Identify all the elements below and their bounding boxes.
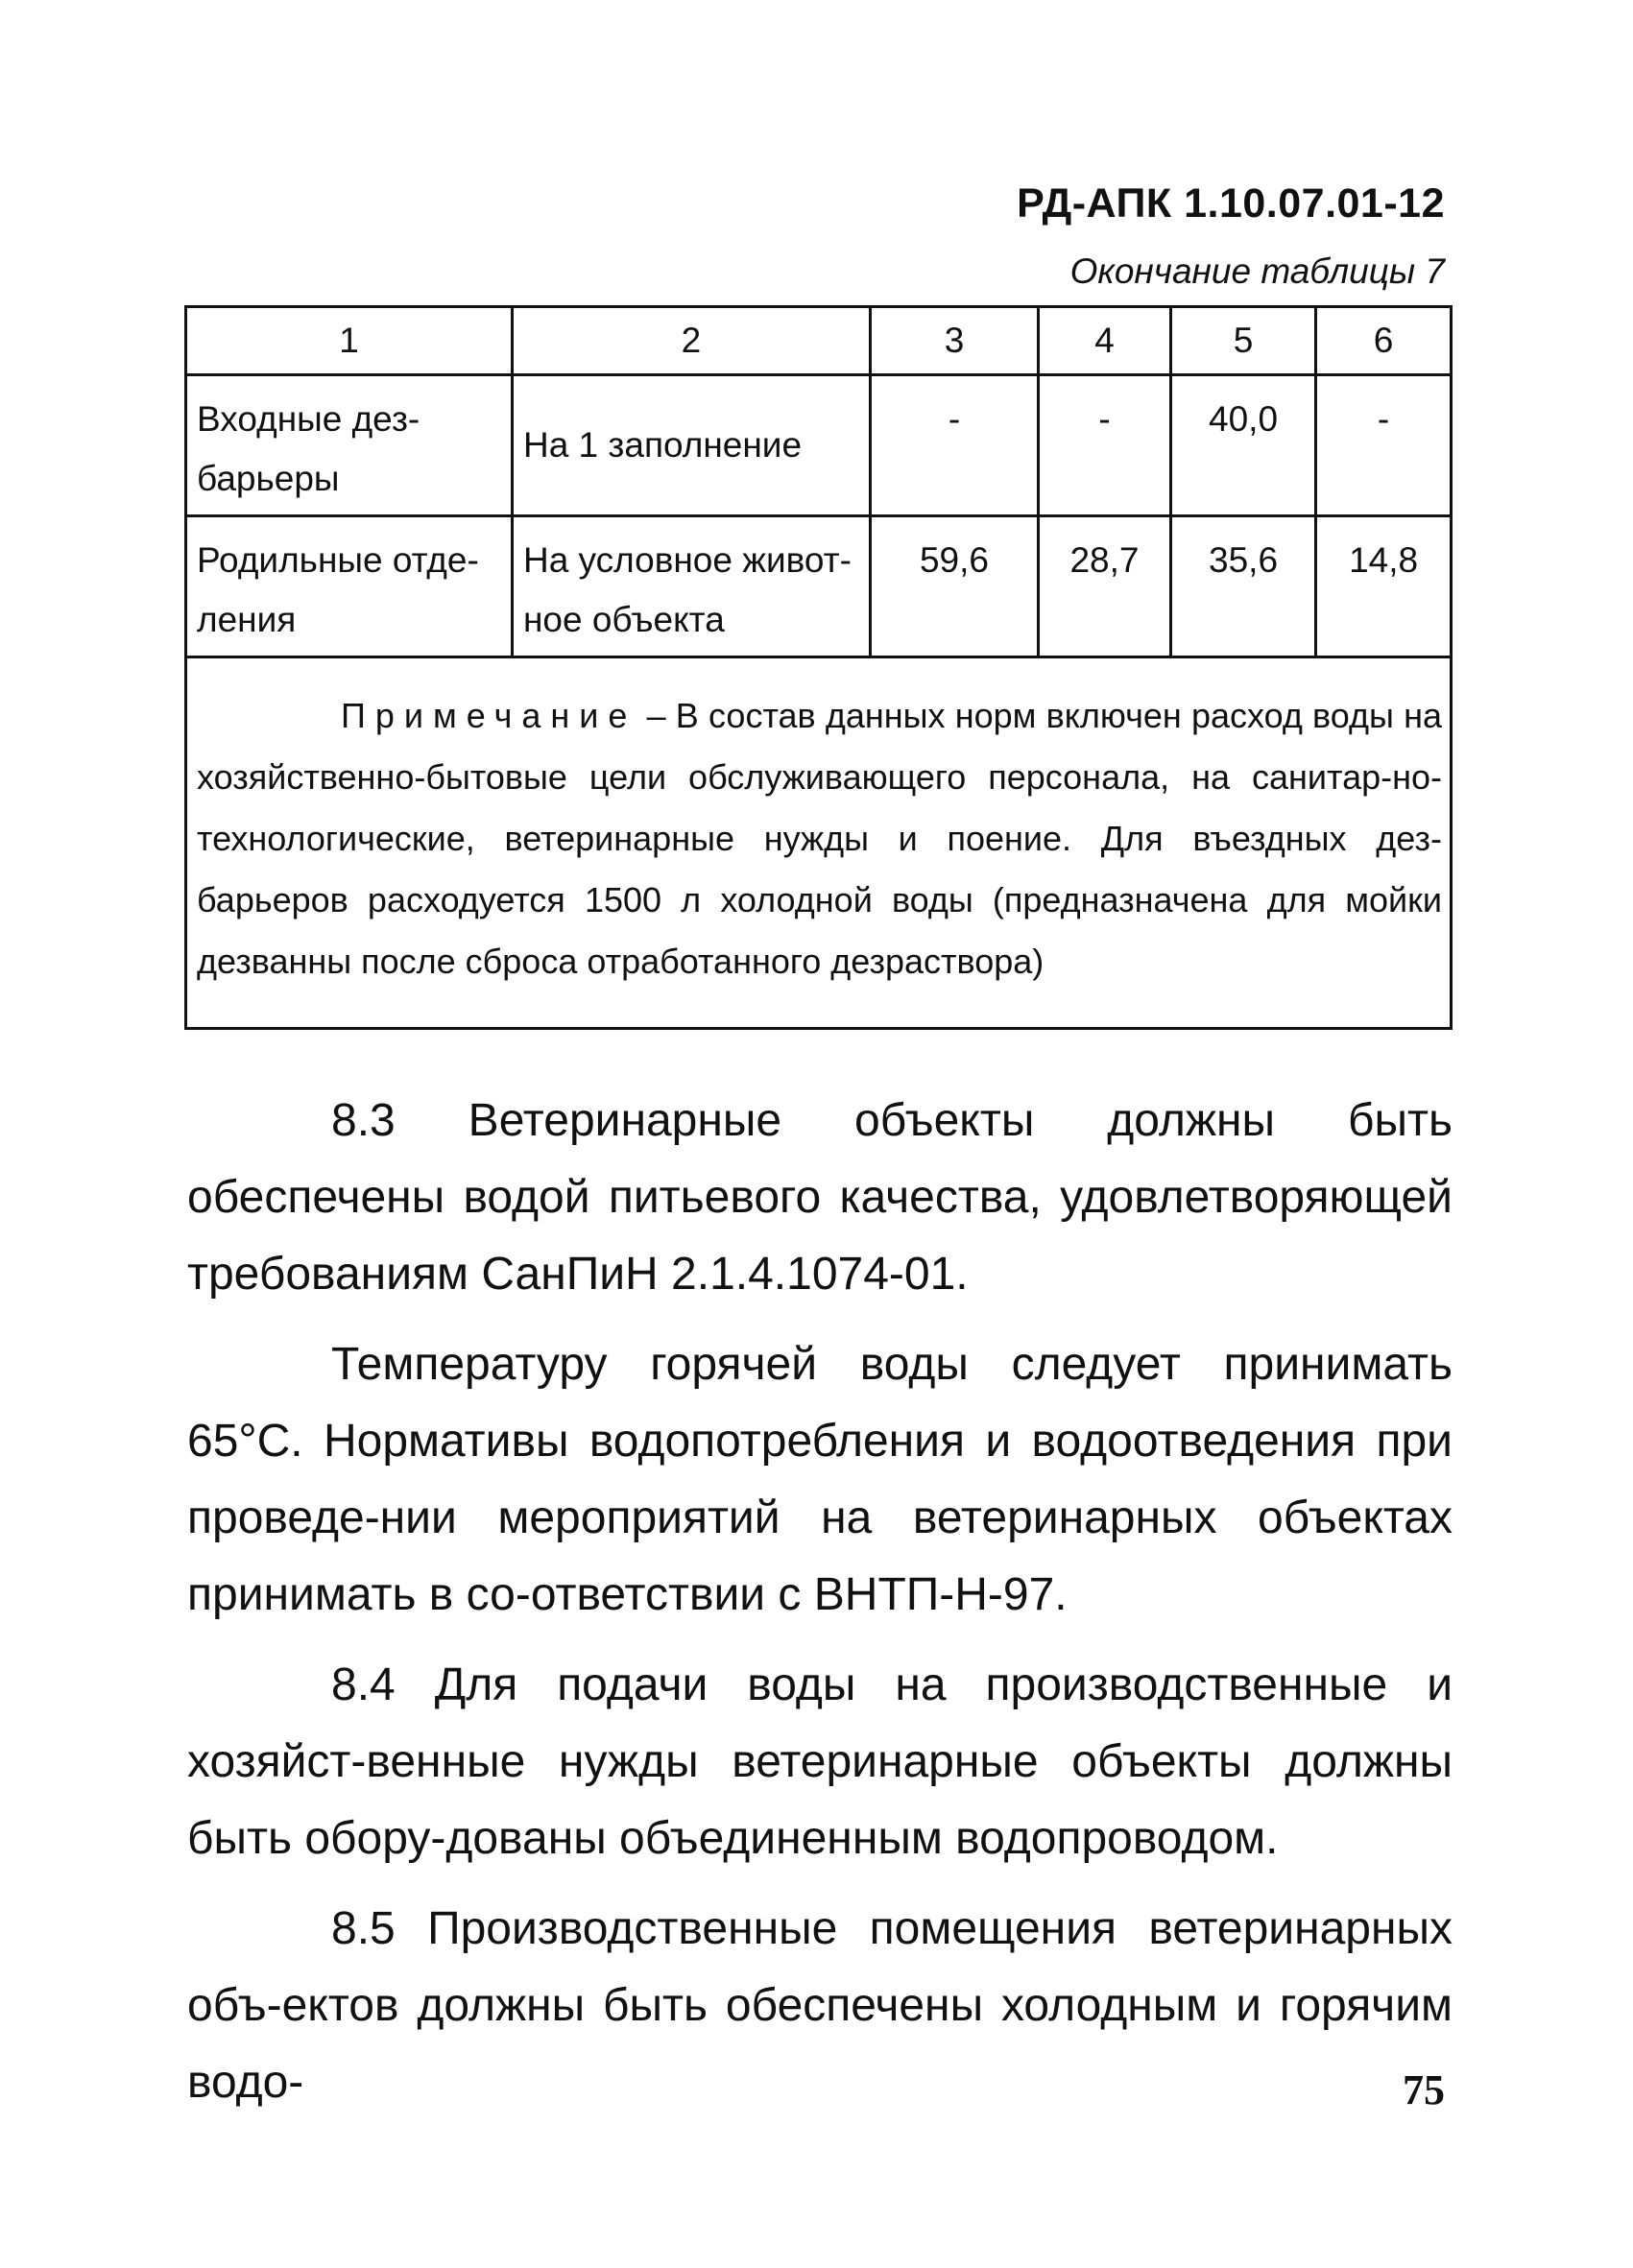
- row-name: Входные дез-барьеры: [197, 399, 420, 498]
- column-header: 2: [512, 307, 870, 375]
- table-caption: Окончание таблицы 7: [1069, 251, 1445, 291]
- paragraph: 8.4 Для подачи воды на производственные и хозяйст-венные нужды ветеринарные объекты должны быть обору-дованы объединенным водопроводом.: [187, 1659, 1453, 1864]
- paragraph: 8.3 Ветеринарные объекты должны быть обеспечены водой питьевого качества, удовлетворяющей требованиям СанПиН 2.1.4.1074-01.: [187, 1095, 1453, 1300]
- row-unit-cell: [512, 375, 870, 516]
- value: -: [1377, 399, 1390, 439]
- value: 28,7: [1069, 540, 1140, 580]
- value-cell: [1170, 516, 1315, 657]
- row-unit: На 1 заполнение: [522, 425, 803, 465]
- value-cell: [870, 375, 1038, 516]
- value-cell: [1316, 516, 1452, 657]
- row-name: Родильные отде-ления: [197, 540, 479, 639]
- paragraph: Температуру горячей воды следует принимать 65°С. Нормативы водопотребления и водоотведения при проведе-нии мероприятий на ветеринарных объектах принимать в со-ответствии с ВНТП-Н-97.: [187, 1339, 1453, 1620]
- body-text: [187, 1083, 1453, 2121]
- value-cell: [1316, 375, 1452, 516]
- norms-table: [184, 305, 1453, 1030]
- document-code: РД-АПК 1.10.07.01-12: [1017, 180, 1445, 227]
- value: 14,8: [1349, 540, 1419, 580]
- value: 35,6: [1209, 540, 1279, 580]
- column-header: 6: [1316, 307, 1452, 375]
- column-header: 3: [870, 307, 1038, 375]
- table-note-row: [186, 657, 1452, 1029]
- table-row: [186, 375, 1452, 516]
- table-header-row: [186, 307, 1452, 375]
- value: 40,0: [1209, 399, 1279, 439]
- row-name-cell: [186, 516, 513, 657]
- value: -: [1098, 399, 1111, 439]
- column-header: 4: [1039, 307, 1171, 375]
- row-unit: На условное живот-ное объекта: [522, 540, 852, 639]
- value: 59,6: [919, 540, 989, 580]
- note-cell: [186, 657, 1452, 1029]
- column-header: 1: [186, 307, 513, 375]
- row-unit-cell: [512, 516, 870, 657]
- paragraph: 8.5 Производственные помещения ветеринарных объ-ектов должны быть обеспечены холодным и горячим водо-: [187, 1903, 1453, 2108]
- value-cell: [1039, 375, 1171, 516]
- value-cell: [870, 516, 1038, 657]
- row-name-cell: [186, 375, 513, 516]
- note-text: – В состав данных норм включен расход воды на хозяйственно-бытовые цели обслуживающего персонала, на санитар-но-технологические, ветеринарные нужды и поение. Для въездных дез-барьеров расходуется 1500 л холодной воды (предназначена для мойки дезванны после сброса отработанного дезраствора): [197, 696, 1442, 981]
- table-note: [187, 658, 1450, 1027]
- value-cell: [1039, 516, 1171, 657]
- note-label: Примечание: [341, 696, 637, 735]
- page-number: 75: [1403, 2066, 1445, 2113]
- column-header: 5: [1170, 307, 1315, 375]
- value: -: [948, 399, 961, 439]
- table-row: [186, 516, 1452, 657]
- value-cell: [1170, 375, 1315, 516]
